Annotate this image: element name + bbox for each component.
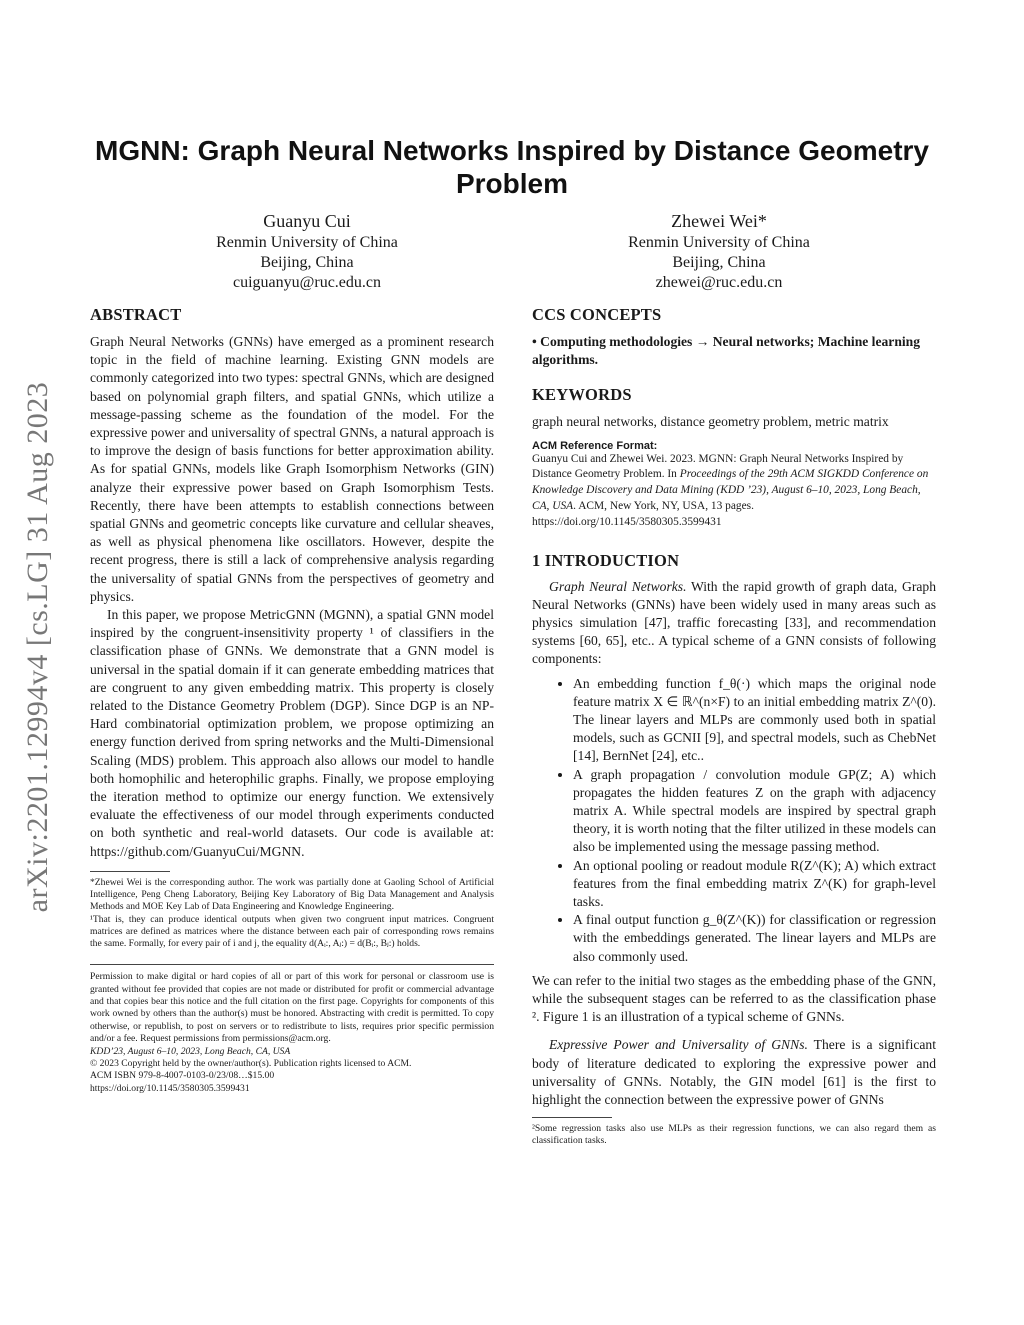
acm-reference-tail: . ACM, New York, NY, USA, 13 pages. https://doi.org/10.1145/3580305.3599431 — [532, 500, 754, 528]
author-location: Beijing, China — [672, 254, 766, 271]
footnote-rule — [532, 1117, 612, 1118]
footnote-1: ¹That is, they can produce identical outputs when given two congruent input matrices. Congruent matrices are defined as matrices where the distance between each pair of corresponding rows remains the same. Formally, for every pair of i and j, the equality d(Aᵢ:, Aⱼ:) = d(Bᵢ:, Bⱼ:) holds. — [90, 913, 494, 949]
acm-reference-heading: ACM Reference Format: — [532, 439, 658, 452]
author-email: zhewei@ruc.edu.cn — [655, 274, 783, 291]
intro-paragraph-3-body: There is a significant body of literature dedicated to exploring the expressive power and universality of GNNs. Notably, the GIN model [61] is the first to highlight the connection between the expressive power of GNNs — [532, 1037, 936, 1108]
keywords-text: graph neural networks, distance geometry problem, metric matrix — [532, 414, 889, 430]
acm-reference-text — [532, 452, 936, 531]
acm-reference-authors: Guanyu Cui and Zhewei Wei. 2023. MGNN: Graph Neural Networks Inspired by Distance Geometry Problem. In — [532, 452, 904, 481]
doi-line[interactable]: https://doi.org/10.1145/3580305.3599431 — [90, 1082, 250, 1094]
permission-rule — [90, 964, 494, 965]
ccs-heading: CCS CONCEPTS — [532, 305, 662, 324]
arxiv-sidebar — [14, 350, 62, 945]
arxiv-identifier: arXiv:2201.12994v4 [cs.LG] 31 Aug 2023 — [21, 381, 54, 913]
intro-heading: 1 INTRODUCTION — [532, 550, 680, 570]
author-affiliation: Renmin University of China — [628, 234, 810, 251]
acm-reference-venue: Proceedings of the 29th ACM SIGKDD Conference on Knowledge Discovery and Data Mining (KDD ’23), August 6–10, 2023, Long Beach, CA, USA — [532, 468, 929, 512]
author-email: cuiguanyu@ruc.edu.cn — [232, 274, 381, 291]
ccs-concepts: • Computing methodologies → Neural networks; Machine learning algorithms. — [532, 334, 921, 368]
left-column — [90, 305, 494, 1095]
intro-paragraph-3 — [532, 1036, 936, 1109]
paper-title: MGNN: Graph Neural Networks Inspired by Distance Geometry Problem — [95, 135, 929, 199]
intro-run-in-heading: Graph Neural Networks. — [549, 578, 687, 594]
abstract-paragraph-2: In this paper, we propose MetricGNN (MGNN), a spatial GNN model inspired by the congruent-insensitivity property ¹ of classifiers in the classification phase of GNNs. We demonstrate that a GNN model is universal in the spatial domain if it can generate embedding matrices that are congruent to any given embedding matrix. This property is closely related to the Distance Geometry Problem (DGP). Since DGP is an NP-Hard combinatorial optimization problem, we propose optimizing an energy function derived from spring networks and the Multi-Dimensional Scaling (MDS) problem. This approach also allows our model to handle both homophilic and heterophilic graphs. Finally, we propose employing the iteration method to optimize our energy function. We extensively evaluate the effectiveness of our model through experiments conducted on both synthetic and real-world datasets. Our code is available at: https://github.com/GuanyuCui/MGNN. — [90, 607, 494, 859]
author-location: Beijing, China — [260, 254, 354, 271]
footnote-rule — [90, 871, 170, 872]
intro-run-in-heading-2: Expressive Power and Universality of GNNs. — [549, 1037, 808, 1053]
intro-paragraph-1-body: With the rapid growth of graph data, Graph Neural Networks (GNNs) have been widely used in many areas such as physics simulation [47], traffic forecasting [33], and recommendation systems [60, 65], etc.. A typical scheme of a GNN consists of following components: — [532, 578, 936, 667]
copyright-line: © 2023 Copyright held by the owner/author(s). Publication rights licensed to ACM. — [90, 1057, 412, 1069]
author-name: Zhewei Wei* — [671, 211, 767, 231]
author-block-2 — [569, 210, 869, 293]
right-column — [532, 305, 936, 1148]
abstract-paragraph-1: Graph Neural Networks (GNNs) have emerged as a prominent research topic in the field of machine learning. Existing GNN models are commonly categorized into two types: spectral GNNs, which are designed based on polynomial graph filters, and spatial GNNs, which utilize a message-passing scheme as the foundation of the model. For the expressive power and universality of spectral GNNs, a natural approach is to improve the design of basis functions for better approximation ability. As for spatial GNNs, models like Graph Isomorphism Networks (GIN) analyze their expressive power based on Graph Isomorphism Tests. Recently, there have been attempts to establish connections between spatial GNNs and geometric concepts like curvature and cellular sheaves, as well as physical phenomena like oscillators. However, despite the recent progress, there is still a lack of comprehensive analysis regarding the universality of spatial GNNs from the perspectives of geometry and physics. — [90, 334, 494, 604]
author-block-1 — [157, 210, 457, 293]
intro-paragraph-1 — [532, 578, 936, 669]
author-affiliation: Renmin University of China — [216, 234, 398, 251]
conference-line: KDD’23, August 6–10, 2023, Long Beach, CA, USA — [90, 1045, 291, 1057]
footnote-corresponding: *Zhewei Wei is the corresponding author. The work was partially done at Gaoling School of Artificial Intelligence, Peng Cheng Laboratory, Beijing Key Laboratory of Big Data Management and Analysis Methods and MOE Key Lab of Data Engineering and Knowledge Engineering. — [90, 876, 494, 913]
intro-paragraph-2: We can refer to the initial two stages as the embedding phase of the GNN, while the subsequent stages can be referred to as the classification phase ². Figure 1 is an illustration of a typical scheme of GNNs. — [532, 972, 936, 1025]
permission-notice: Permission to make digital or hard copies of all or part of this work for personal or classroom use is granted without fee provided that copies are not made or distributed for profit or commercial advantage and that copies bear this notice and the full citation on the first page. Copyrights for components of this work owned by others than the author(s) must be honored. Abstracting with credit is permitted. To copy otherwise, or republish, to post on servers or to redistribute to lists, requires prior specific permission and/or a fee. Request permissions from permissions@acm.org. — [90, 971, 494, 1045]
keywords-heading: KEYWORDS — [532, 385, 632, 405]
gnn-components-list — [532, 675, 936, 966]
footnote-2: ²Some regression tasks also use MLPs as their regression functions, we can also regard them as classification tasks. — [532, 1123, 936, 1147]
list-item: • A final output function g_θ(Z^(K)) for classification or regression with the embeddings generated. The linear layers and MLPs are also commonly used. — [573, 911, 936, 966]
list-item: • An embedding function f_θ(·) which maps the original node feature matrix X ∈ ℝ^(n×F) to an initial embedding matrix Z^(0). The linear layers and MLPs are commonly used both in spatial models, such as GCNII [9], and spectral models, such as ChebNet [14], BernNet [24], etc.. — [573, 675, 936, 766]
isbn-line: ACM ISBN 979-8-4007-0103-0/23/08…$15.00 — [90, 1070, 275, 1082]
list-item: • A graph propagation / convolution module GP(Z; A) which propagates the hidden features Z on the graph with adjacency matrix A. While spectral models are inspired by spectral graph theory, it is worth noting that the filter utilized in these models can also be implemented using the message passing method. — [573, 766, 936, 857]
list-item: • An optional pooling or readout module R(Z^(K); A) which extract features from the final embedding matrix Z^(K) for graph-level tasks. — [573, 857, 936, 912]
author-name: Guanyu Cui — [263, 211, 351, 231]
abstract-heading: ABSTRACT — [90, 305, 182, 324]
